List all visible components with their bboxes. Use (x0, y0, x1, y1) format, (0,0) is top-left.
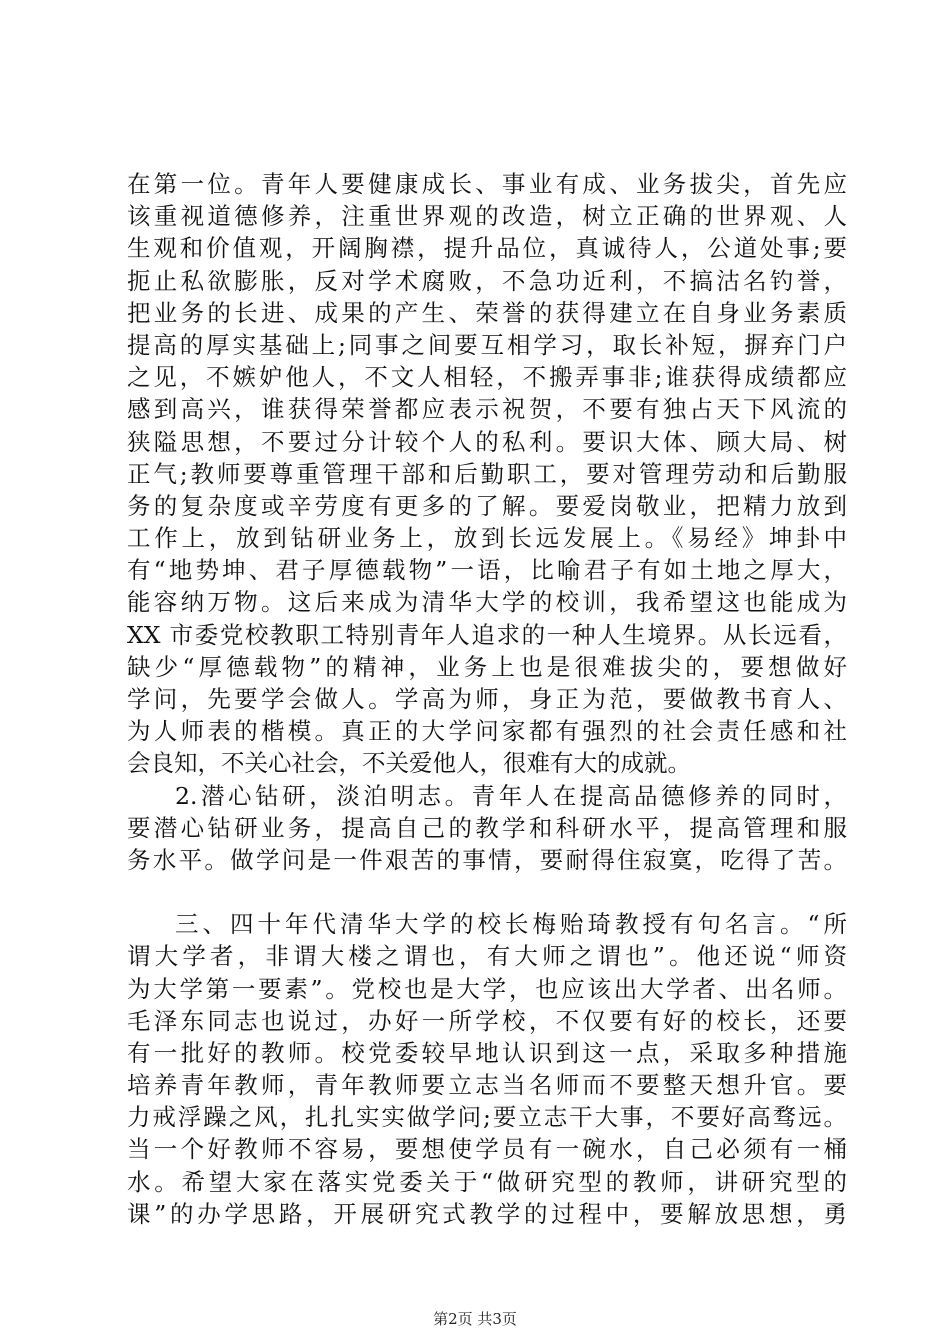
text-line: 缺少“厚德载物”的精神，业务上也是很难拔尖的，要想做好 (127, 652, 847, 681)
text-line: XX 市委党校教职工特别青年人追求的一种人生境界。从长远看， (127, 620, 847, 649)
text-line: 正气;教师要尊重管理干部和后勤职工，要对管理劳动和后勤服 (127, 459, 847, 488)
text-line: 力戒浮躁之风，扎扎实实做学问;要立志干大事，不要好高骛远。 (127, 1103, 847, 1132)
text-line: 会良知，不关心社会，不关爱他人，很难有大的成就。 (127, 749, 691, 778)
text-line: 工作上，放到钻研业务上，放到长远发展上。《易经》坤卦中 (127, 524, 847, 553)
text-line: 狭隘思想，不要过分计较个人的私利。要识大体、顾大局、树 (127, 427, 847, 456)
text-line: 要潜心钻研业务，提高自己的教学和科研水平，提高管理和服 (127, 813, 847, 842)
text-line: 生观和价值观，开阔胸襟，提升品位，真诚待人，公道处事;要 (127, 234, 847, 263)
text-line: 三、四十年代清华大学的校长梅贻琦教授有句名言。“所 (175, 910, 847, 939)
paragraph-1 (127, 168, 847, 780)
paragraph-spacer (127, 876, 847, 908)
text-line: 能容纳万物。这后来成为清华大学的校训，我希望这也能成为 (127, 588, 847, 617)
text-line: 当一个好教师不容易，要想使学员有一碗水，自己必须有一桶 (127, 1135, 847, 1164)
text-line: 为人师表的楷模。真正的大学问家都有强烈的社会责任感和社 (127, 717, 847, 746)
text-line: 学问，先要学会做人。学高为师，身正为范，要做教书育人、 (127, 685, 847, 713)
page-number-footer: 第2页 共3页 (433, 1310, 517, 1328)
text-line: 感到高兴，谁获得荣誉都应表示祝贺，不要有独占天下风流的 (127, 395, 847, 424)
text-line: 之见，不嫉妒他人，不文人相轻，不搬弄事非;谁获得成绩都应 (127, 363, 847, 392)
text-line: 有“地势坤、君子厚德载物”一语，比喻君子有如土地之厚大， (127, 556, 847, 585)
text-line: 务的复杂度或辛劳度有更多的了解。要爱岗敬业，把精力放到 (127, 491, 847, 520)
paragraph-3 (127, 908, 847, 1230)
text-line: 谓大学者，非谓大楼之谓也，有大师之谓也”。他还说“师资 (127, 942, 847, 971)
text-line: 2.潜心钻研，淡泊明志。青年人在提高品德修养的同时， (175, 781, 847, 810)
text-line: 该重视道德修养，注重世界观的改造，树立正确的世界观、人 (127, 202, 847, 231)
text-line: 为大学第一要素”。党校也是大学，也应该出大学者、出名师。 (127, 974, 847, 1003)
text-line: 课”的办学思路，开展研究式教学的过程中，要解放思想，勇 (127, 1199, 847, 1228)
text-line: 扼止私欲膨胀，反对学术腐败，不急功近利，不搞沽名钓誉， (127, 266, 847, 295)
paragraph-2 (127, 780, 847, 877)
text-line: 把业务的长进、成果的产生、荣誉的获得建立在自身业务素质 (127, 298, 847, 327)
text-line: 务水平。做学问是一件艰苦的事情，要耐得住寂寞，吃得了苦。 (127, 845, 847, 874)
text-line: 提高的厚实基础上;同事之间要互相学习，取长补短，摒弃门户 (127, 330, 847, 359)
text-line: 毛泽东同志也说过，办好一所学校，不仅要有好的校长，还要 (127, 1006, 847, 1035)
text-line: 在第一位。青年人要健康成长、事业有成、业务拔尖，首先应 (127, 170, 847, 198)
text-line: 有一批好的教师。校党委较早地认识到这一点，采取多种措施 (127, 1038, 847, 1067)
text-line: 水。希望大家在落实党委关于“做研究型的教师，讲研究型的 (127, 1167, 847, 1196)
text-line: 培养青年教师，青年教师要立志当名师而不要整天想升官。要 (127, 1071, 847, 1100)
document-body (127, 168, 847, 1230)
